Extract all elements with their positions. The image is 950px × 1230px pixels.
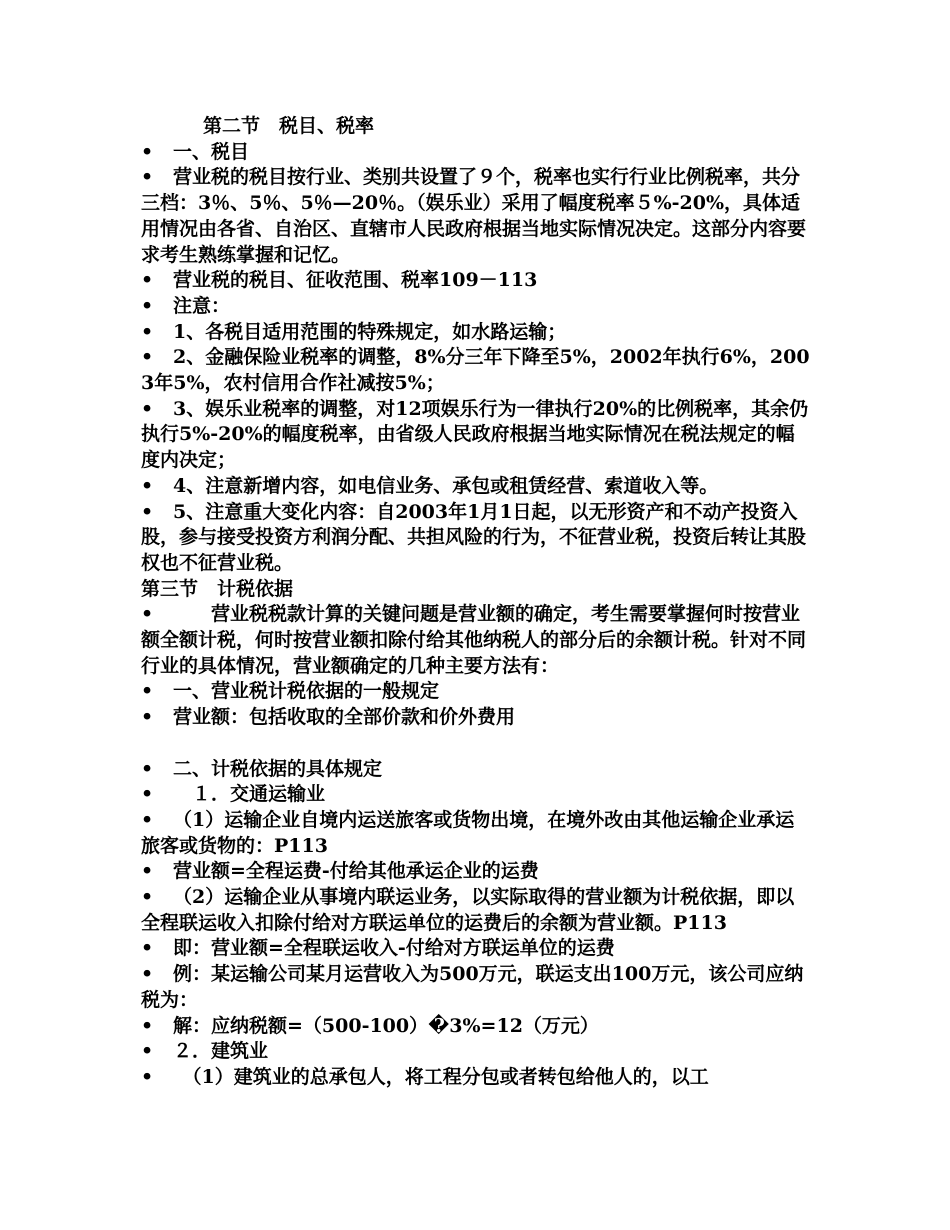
bullet-icon: • <box>141 269 154 292</box>
paragraph-text: 3、娱乐业税率的调整，对12项娱乐行为一律执行20%的比例税率，其余仍执行5%-20%的幅度税率，由省级人民政府根据当地实际情况在税法规定的幅度内决定； <box>141 397 809 472</box>
paragraph-text: 营业税的税目按行业、类别共设置了９个，税率也实行行业比例税率，共分三档：3％、5％、5％—20％。（娱乐业）采用了幅度税率５%-20%，具体适用情况由各省、自治区、直辖市人民政府根据当地实际情况决定。这部分内容要求考生熟练掌握和记忆。 <box>141 166 807 266</box>
paragraph <box>141 500 813 577</box>
paragraph-text: 营业额=全程运费-付给其他承运企业的运费 <box>173 860 539 883</box>
section-2-title: 第二节 税目、税率 <box>203 115 375 137</box>
paragraph-text: 4、注意新增内容，如电信业务、承包或租赁经营、索道收入等。 <box>173 474 719 497</box>
paragraph-text: 解：应纳税额=（500-100）�3%=12（万元） <box>173 1014 599 1037</box>
bullet-icon: • <box>141 1040 154 1063</box>
paragraph-text: １．交通运输业 <box>173 783 326 806</box>
paragraph-text: 5、注意重大变化内容：自2003年1月1日起，以无形资产和不动产投资入股，参与接受投资方利润分配、共担风险的行为，不征营业税，投资后转让其股权也不征营业税。 <box>141 500 807 574</box>
document-body <box>141 114 813 1091</box>
paragraph-text: （1）建筑业的总承包人，将工程分包或者转包给他人的，以工 <box>173 1066 709 1088</box>
bullet-icon: • <box>141 603 154 626</box>
paragraph-text: ２．建筑业 <box>173 1040 269 1063</box>
paragraph-text: （2）运输企业从事境内联运业务，以实际取得的营业额为计税依据，即以全程联运收入扣除付给对方联运单位的运费后的余额为营业额。P113 <box>141 886 795 934</box>
bullet-icon: • <box>141 500 154 523</box>
bullet-icon: • <box>141 860 154 883</box>
paragraph-text: 营业税的税目、征收范围、税率109－113 <box>173 269 538 292</box>
bullet-icon: • <box>141 886 154 909</box>
paragraph <box>141 808 813 859</box>
paragraph-text: 2、金融保险业税率的调整，8%分三年下降至5%，2002年执行6%，2003年5%，农村信用合作社减按5%； <box>141 346 810 395</box>
paragraph <box>141 474 813 500</box>
bullet-icon: • <box>141 140 154 163</box>
paragraph-text: 1、各税目适用范围的特殊规定，如水路运输； <box>173 320 567 343</box>
section-3-title: 第三节 计税依据 <box>141 577 294 600</box>
paragraph <box>141 1039 813 1065</box>
paragraph-text: 例：某运输公司某月运营收入为500万元，联运支出100万元，该公司应纳税为： <box>141 963 804 1011</box>
bullet-icon: • <box>141 963 154 986</box>
bullet-icon: • <box>141 166 154 189</box>
paragraph <box>141 320 813 346</box>
paragraph <box>141 679 813 705</box>
paragraph-text: 一、营业税计税依据的一般规定 <box>173 680 440 703</box>
bullet-icon: • <box>141 757 154 780</box>
paragraph <box>141 140 813 166</box>
paragraph <box>141 165 813 268</box>
bullet-icon: • <box>141 346 154 369</box>
bullet-icon: • <box>141 937 154 960</box>
bullet-icon: • <box>141 1066 154 1088</box>
bullet-icon: • <box>141 1014 154 1037</box>
bullet-icon: • <box>141 680 154 703</box>
paragraph-text: （1）运输企业自境内运送旅客或货物出境，在境外改由其他运输企业承运旅客或货物的：P113 <box>141 808 795 857</box>
paragraph <box>141 962 813 1013</box>
paragraph-text: 营业税税款计算的关键问题是营业额的确定，考生需要掌握何时按营业额全额计税，何时按营业额扣除付给其他纳税人的部分后的余额计税。针对不同行业的具体情况，营业额确定的几种主要方法有： <box>141 603 807 677</box>
paragraph <box>141 345 813 396</box>
paragraph <box>141 268 813 294</box>
bullet-icon: • <box>141 320 154 343</box>
paragraph <box>141 885 813 936</box>
paragraph <box>141 782 813 808</box>
bullet-icon: • <box>141 474 154 497</box>
paragraph-text: 一、税目 <box>173 140 250 163</box>
paragraph <box>141 705 813 731</box>
bullet-icon: • <box>141 808 154 831</box>
bullet-icon: • <box>141 294 154 317</box>
bullet-icon: • <box>141 706 154 729</box>
paragraph-text: 即：营业额=全程联运收入-付给对方联运单位的运费 <box>173 937 615 960</box>
paragraph <box>141 1065 813 1091</box>
paragraph <box>141 294 813 320</box>
blank-line <box>141 731 813 757</box>
paragraph <box>141 859 813 885</box>
paragraph <box>141 397 813 474</box>
paragraph <box>141 1014 813 1040</box>
paragraph <box>141 757 813 783</box>
paragraph <box>141 602 813 679</box>
paragraph-text: 二、计税依据的具体规定 <box>173 757 383 780</box>
bullet-icon: • <box>141 783 154 806</box>
paragraph <box>141 936 813 962</box>
paragraph-text: 营业额：包括收取的全部价款和价外费用 <box>173 706 516 729</box>
bullet-icon: • <box>141 397 154 420</box>
paragraph-text: 注意： <box>173 294 231 317</box>
